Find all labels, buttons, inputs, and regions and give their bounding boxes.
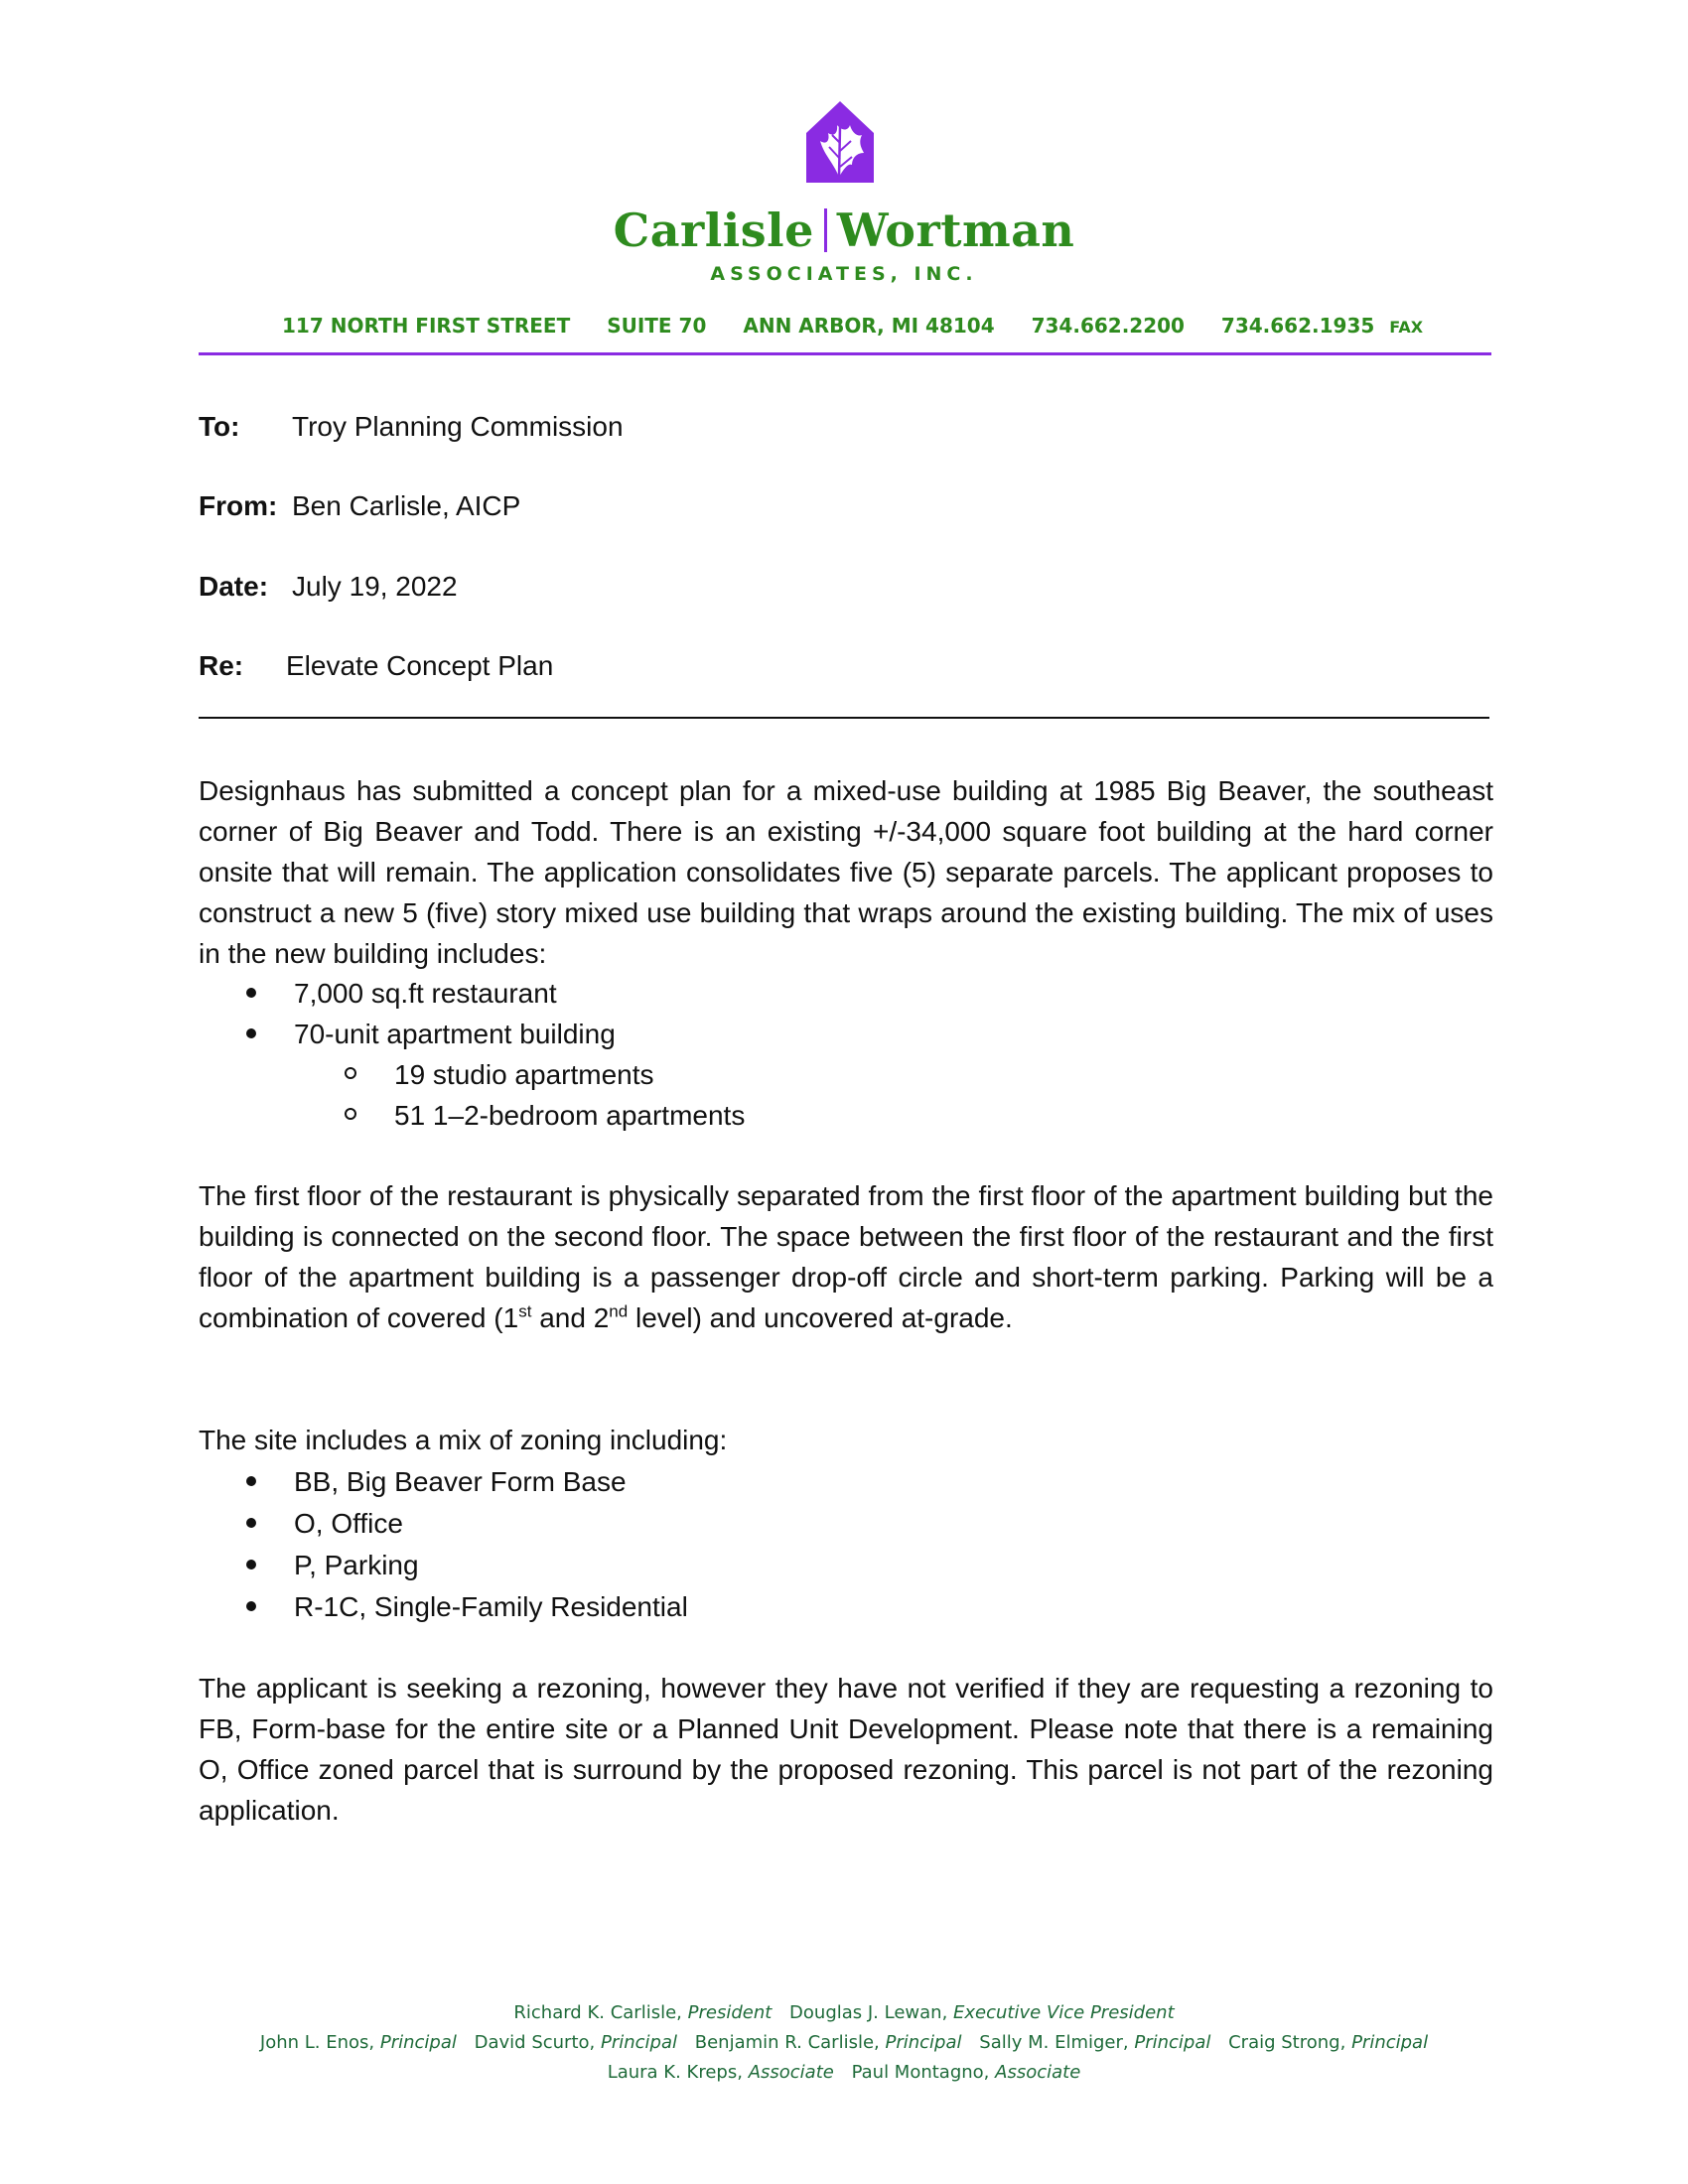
list-item-text: 19 studio apartments [394, 1059, 654, 1090]
list-item [246, 1014, 616, 1054]
paragraph-intro: Designhaus has submitted a concept plan for a mixed-use building at 1985 Big Beaver, the southeast corner of Big Beaver and Todd. There is an existing +/-34,000 square foot building at the hard corner onsite that will remain. The application consolidates five (5) separate parcels. The applicant proposes to construct a new 5 (five) story mixed use building that wraps around the existing building. The mix of uses in the new building includes: [199, 775, 1493, 969]
staff-title: President [687, 2002, 773, 2023]
list-item-text: BB, Big Beaver Form Base [294, 1466, 627, 1497]
superscript: st [518, 1301, 532, 1321]
paragraph-layout [199, 1175, 1493, 1338]
company-subtitle: ASSOCIATES, INC. [710, 263, 978, 285]
re-label: Re: [199, 650, 244, 681]
staff-title: Principal [1134, 2032, 1211, 2053]
list-item-text: 7,000 sq.ft restaurant [294, 978, 557, 1009]
footer-line-1 [0, 2002, 1688, 2023]
bullet-dot [246, 988, 256, 998]
staff-entry [695, 2032, 962, 2053]
staff-name: John L. Enos, [259, 2032, 375, 2053]
address-suite: SUITE 70 [607, 314, 707, 338]
paragraph-text: level) and uncovered at-grade. [628, 1302, 1013, 1333]
address-street: 117 NORTH FIRST STREET [282, 314, 571, 338]
list-item [246, 973, 557, 1014]
company-address [282, 314, 1424, 338]
staff-name: Laura K. Kreps, [607, 2062, 743, 2083]
company-name [0, 204, 1688, 257]
staff-name: David Scurto, [474, 2032, 596, 2053]
list-item-text: O, Office [294, 1508, 403, 1539]
list-item-text: 70-unit apartment building [294, 1019, 616, 1049]
header-divider [199, 717, 1489, 719]
paragraph-rezoning: The applicant is seeking a rezoning, however they have not verified if they are requesting a rezoning to FB, Form-base for the entire site or a Planned Unit Development. Please note that there is a remaining O, Office zoned parcel that is surround by the proposed rezoning. This parcel is not part of the rezoning application. [199, 1673, 1493, 1826]
staff-title: Associate [748, 2062, 834, 2083]
list-item [246, 1586, 688, 1627]
list-item [246, 1545, 419, 1585]
paragraph-text: The first floor of the restaurant is physically separated from the first floor of the apartment building but the building is connected on the second floor. The space between the first floor of the restaurant and the first floor of the apartment building is a passenger drop-off circle and short-term parking. Parking will be a combination of covered (1 [199, 1180, 1493, 1333]
name-divider [824, 208, 827, 252]
staff-entry [789, 2002, 1175, 2023]
company-name-left: Carlisle [613, 204, 814, 257]
bullet-dot [246, 1028, 256, 1038]
address-phone: 734.662.2200 [1031, 314, 1185, 338]
to-value: Troy Planning Commission [292, 411, 624, 442]
memo-from [199, 490, 520, 522]
staff-entry [260, 2032, 457, 2053]
superscript: nd [609, 1301, 629, 1321]
staff-entry [513, 2002, 772, 2023]
staff-title: Principal [600, 2032, 678, 2053]
staff-entry [979, 2032, 1210, 2053]
staff-entry [608, 2062, 834, 2083]
staff-title: Principal [1351, 2032, 1429, 2053]
staff-name: Paul Montagno, [851, 2062, 990, 2083]
bullet-circle [345, 1108, 356, 1120]
staff-name: Craig Strong, [1228, 2032, 1346, 2053]
bullet-circle [345, 1067, 356, 1079]
date-value: July 19, 2022 [292, 571, 458, 602]
list-item [345, 1095, 745, 1136]
staff-title: Associate [995, 2062, 1081, 2083]
staff-name: Benjamin R. Carlisle, [694, 2032, 880, 2053]
list-item-text: 51 1–2-bedroom apartments [394, 1100, 746, 1131]
bullet-dot [246, 1476, 256, 1486]
company-name-right: Wortman [836, 204, 1075, 257]
from-value: Ben Carlisle, AICP [292, 490, 521, 521]
address-fax-number: 734.662.1935 [1220, 314, 1375, 338]
letterhead-rule [199, 352, 1491, 355]
address-fax-label: FAX [1389, 318, 1424, 337]
date-label: Date: [199, 571, 269, 602]
from-label: From: [199, 490, 278, 521]
staff-title: Principal [379, 2032, 457, 2053]
bullet-dot [246, 1518, 256, 1528]
list-item [246, 1503, 403, 1544]
staff-name: Douglas J. Lewan, [789, 2002, 948, 2023]
footer-line-2 [0, 2032, 1688, 2053]
paragraph-text: and 2 [531, 1302, 610, 1333]
list-item [345, 1054, 654, 1095]
memo-to [199, 411, 624, 443]
staff-title: Executive Vice President [953, 2002, 1175, 2023]
staff-name: Sally M. Elmiger, [979, 2032, 1129, 2053]
list-item-text: P, Parking [294, 1550, 419, 1580]
memo-re [199, 650, 553, 682]
list-item [246, 1461, 627, 1502]
address-city: ANN ARBOR, MI 48104 [743, 314, 995, 338]
bullet-dot [246, 1560, 256, 1570]
memo-date [199, 571, 458, 603]
staff-entry [475, 2032, 677, 2053]
list-item-text: R-1C, Single-Family Residential [294, 1591, 688, 1622]
leaf-house-logo-icon [802, 97, 878, 187]
bullet-dot [246, 1601, 256, 1611]
footer-line-3 [0, 2062, 1688, 2083]
staff-entry [1228, 2032, 1428, 2053]
staff-title: Principal [885, 2032, 962, 2053]
re-value: Elevate Concept Plan [286, 650, 554, 681]
staff-name: Richard K. Carlisle, [513, 2002, 682, 2023]
staff-entry [852, 2062, 1081, 2083]
paragraph-zoning: The site includes a mix of zoning including: [199, 1425, 728, 1455]
to-label: To: [199, 411, 240, 442]
